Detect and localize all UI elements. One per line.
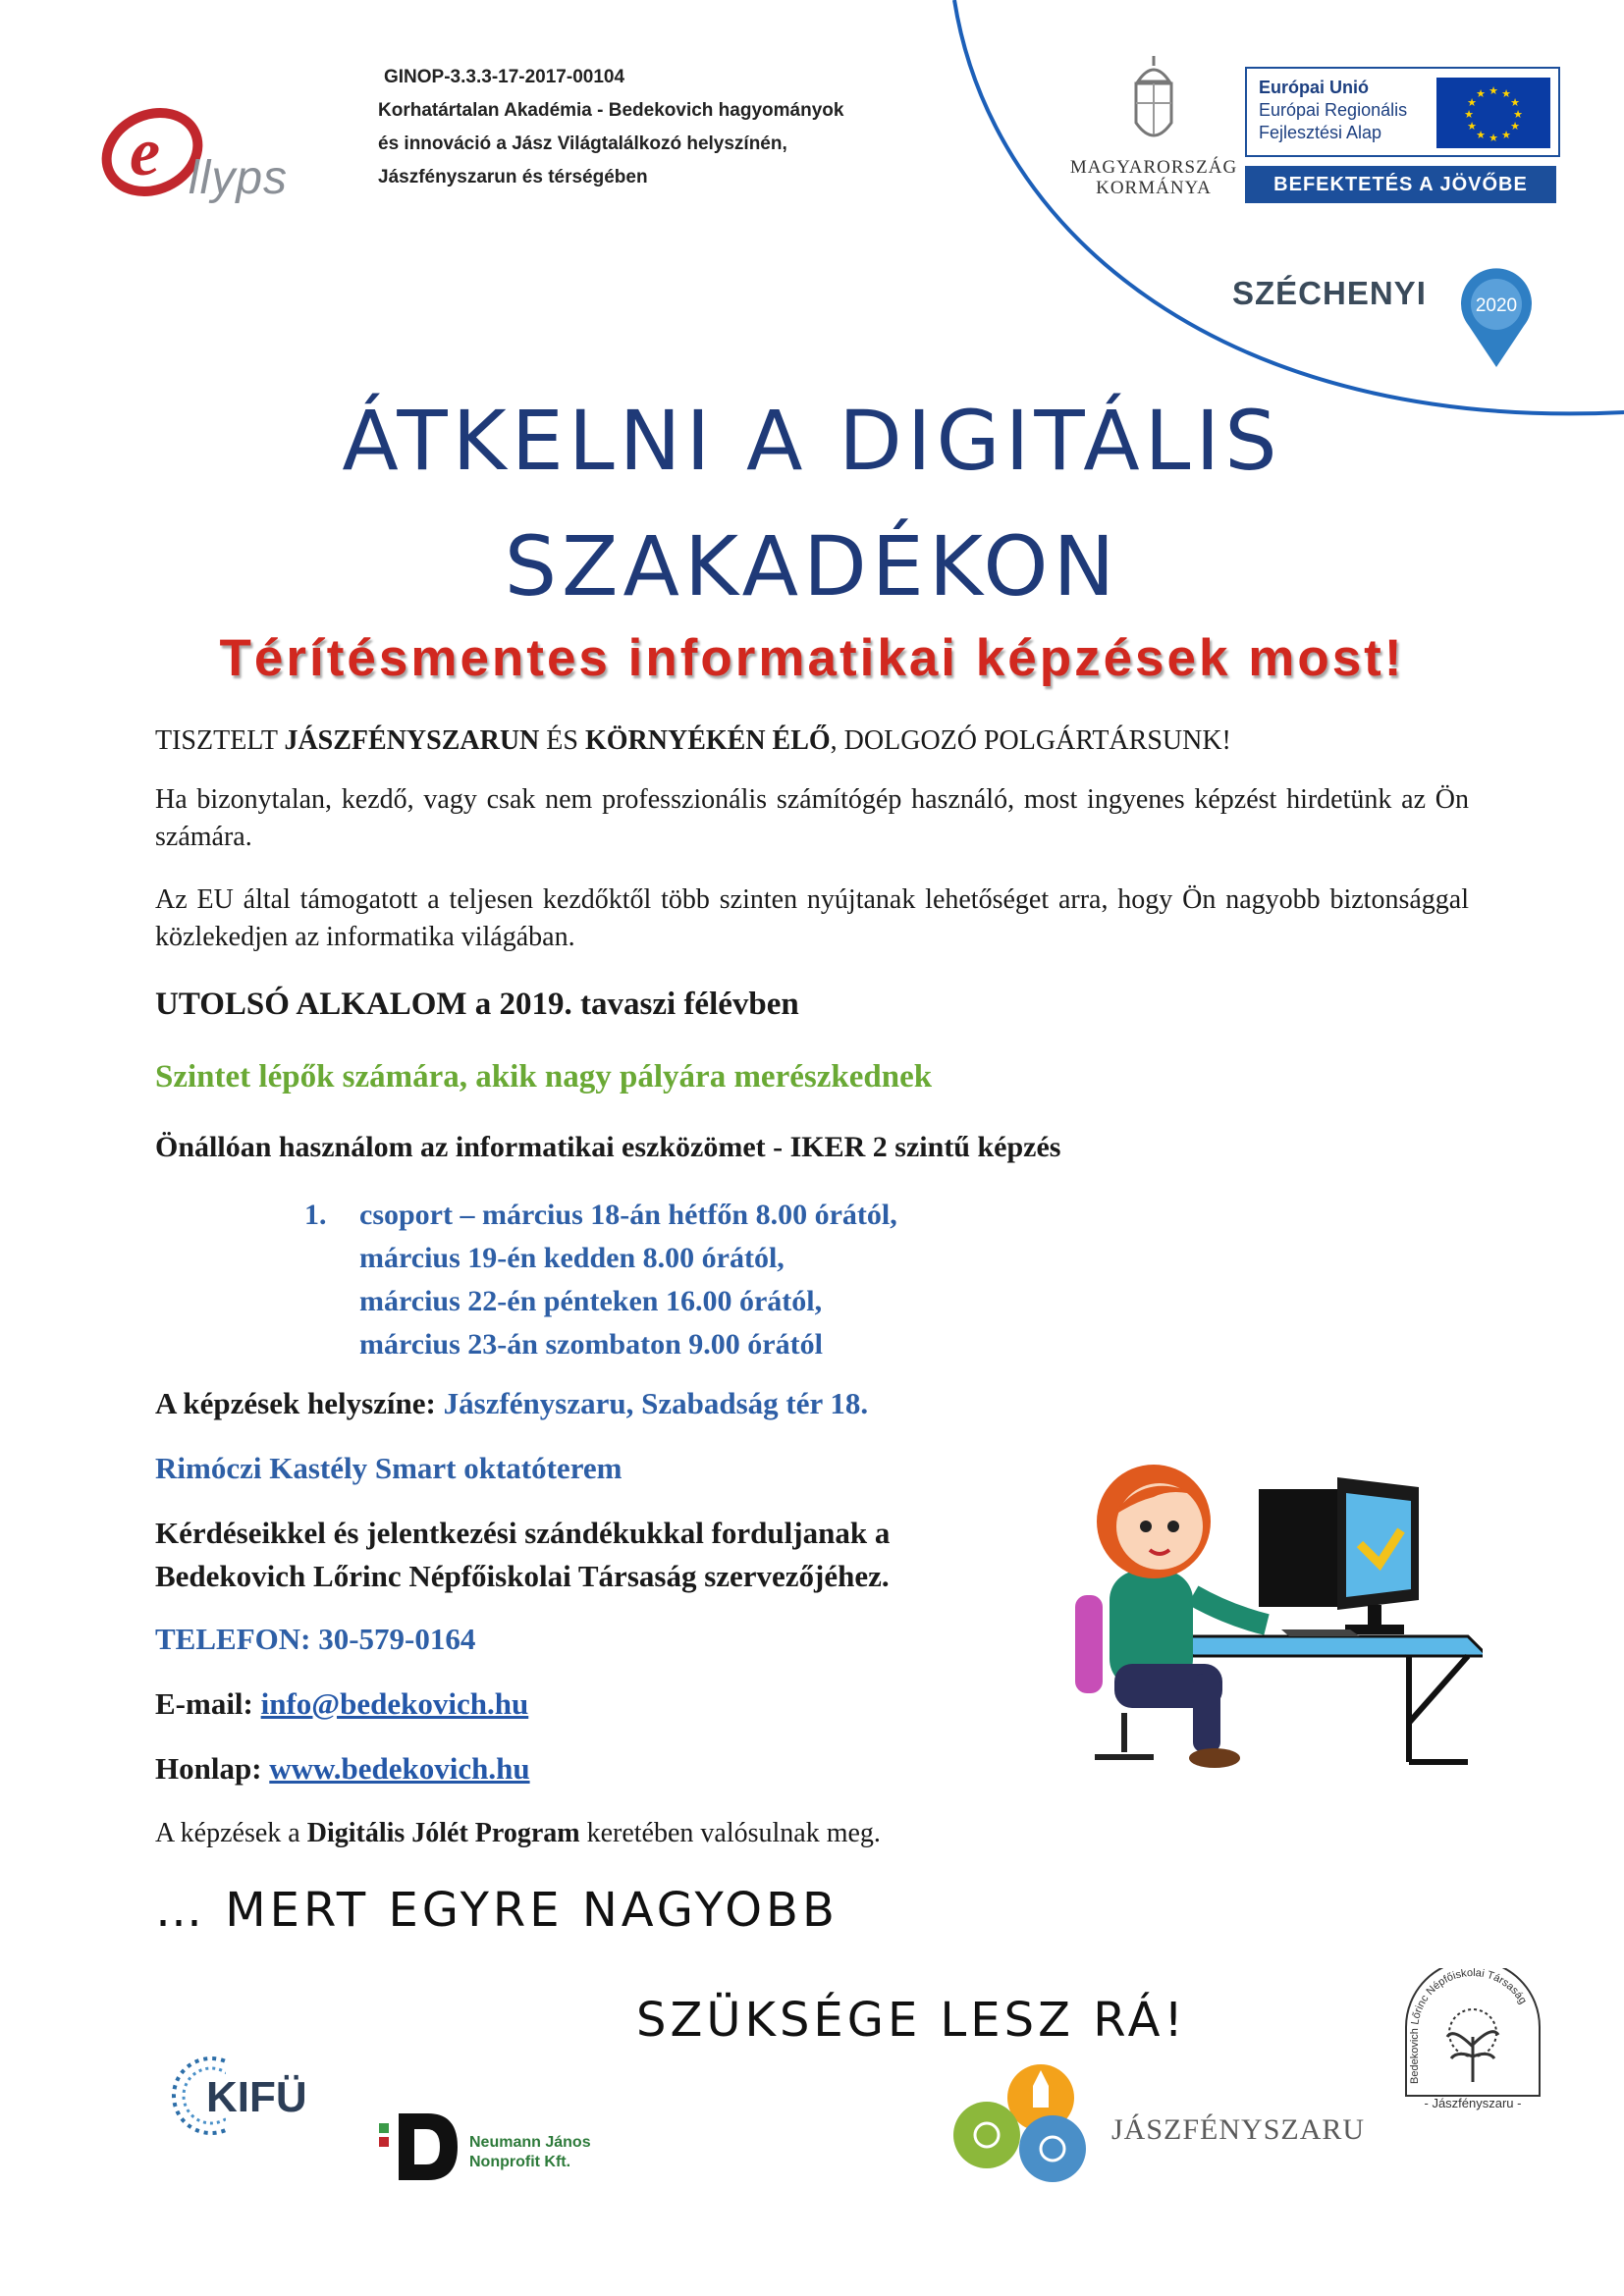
- contact-line: Bedekovich Lőrinc Népfőiskolai Társaság szervezőjéhez.: [155, 1559, 890, 1593]
- svg-text:★: ★: [1467, 120, 1477, 133]
- schedule-line: március 19-én kedden 8.00 órától,: [359, 1242, 785, 1274]
- svg-text:★: ★: [1489, 132, 1498, 144]
- schedule-number: 1.: [304, 1199, 327, 1231]
- schedule-line: csoport – március 18-án hétfőn 8.00 órától,: [359, 1199, 897, 1231]
- schedule-list: [304, 1194, 897, 1366]
- program-part: keretében valósulnak meg.: [579, 1818, 881, 1848]
- svg-text:★: ★: [1476, 129, 1486, 141]
- level-heading: Szintet lépők számára, akik nagy pályára merészkednek: [155, 1059, 933, 1095]
- contact-line: Kérdéseikkel és jelentkezési szándékukkal forduljanak a: [155, 1516, 891, 1550]
- eu-text: [1259, 77, 1407, 144]
- svg-text:★: ★: [1501, 87, 1511, 100]
- greeting: [155, 722, 1469, 760]
- location-label: A képzések helyszíne:: [155, 1386, 444, 1420]
- schedule-line: március 22-én pénteken 16.00 órától,: [359, 1285, 823, 1317]
- course-title: Önállóan használom az informatikai eszközömet - IKER 2 szintű képzés: [155, 1131, 1061, 1163]
- intro-paragraph: Ha bizonytalan, kezdő, vagy csak nem professzionális számítógép használó, most ingyenes képzést hirdetünk az Ön számára.: [155, 784, 1469, 852]
- neumann-logo: [373, 2106, 609, 2184]
- greeting-part: TISZTELT: [155, 725, 285, 756]
- main-title-line1: ÁTKELNI A DIGITÁLIS: [342, 393, 1282, 489]
- hungary-logo-line1: MAGYARORSZÁG: [1069, 157, 1238, 178]
- svg-text:Bedekovich Lőrinc Népfőiskolai: [1409, 1968, 1529, 2084]
- slogan-line1: … MERT EGYRE NAGYOBB: [155, 1883, 839, 1938]
- svg-text:e: e: [130, 115, 161, 190]
- greeting-part: , DOLGOZÓ POLGÁRTÁRSUNK!: [830, 725, 1231, 756]
- project-line: és innováció a Jász Világtalálkozó helyszínén,: [378, 133, 787, 154]
- phone-number: TELEFON: 30-579-0164: [155, 1622, 476, 1656]
- email-label: E-mail:: [155, 1686, 261, 1721]
- website-label: Honlap:: [155, 1751, 270, 1786]
- project-code: GINOP-3.3.3-17-2017-00104: [384, 67, 625, 87]
- slogan-line2: SZÜKSÉGE LESZ RÁ!: [636, 1993, 1187, 2048]
- hungary-logo-line2: KORMÁNYA: [1096, 178, 1212, 198]
- svg-text:★: ★: [1501, 129, 1511, 141]
- bedekovich-seal-caption: - Jászfényszaru -: [1424, 2096, 1522, 2110]
- jaszfenyszaru-circles-icon: [943, 2056, 1110, 2184]
- website-link[interactable]: www.bedekovich.hu: [269, 1751, 530, 1786]
- greeting-area: KÖRNYÉKÉN ÉLŐ: [584, 725, 831, 756]
- ellyps-wordmark: llyps: [189, 152, 289, 204]
- svg-text:★: ★: [1476, 87, 1486, 100]
- eu-flag-icon: [1436, 78, 1550, 148]
- ellyps-logo: [98, 98, 314, 206]
- hungary-government-logo: [1065, 54, 1242, 198]
- schedule-line: március 23-án szombaton 9.00 órától: [359, 1328, 823, 1361]
- greeting-part: ÉS: [539, 725, 585, 756]
- svg-text:★: ★: [1510, 120, 1520, 133]
- last-chance-heading: UTOLSÓ ALKALOM a 2019. tavaszi félévben: [155, 987, 799, 1022]
- bedekovich-seal: [1394, 1968, 1551, 2125]
- coat-of-arms-icon: [1124, 54, 1183, 152]
- program-name: Digitális Jólét Program: [306, 1818, 580, 1848]
- svg-text:★: ★: [1513, 108, 1523, 121]
- program-note: [155, 1812, 881, 1855]
- neumann-d-icon: [373, 2106, 461, 2184]
- jaszfenyszaru-text: JÁSZFÉNYSZARU: [1111, 2113, 1366, 2146]
- eu-line2: Európai Regionális: [1259, 100, 1408, 120]
- eu-line1: Európai Unió: [1259, 78, 1369, 97]
- svg-text:★: ★: [1464, 108, 1474, 121]
- eu-banner: BEFEKTETÉS A JÖVŐBE: [1245, 166, 1556, 203]
- room-name: Rimóczi Kastély Smart oktatóterem: [155, 1451, 623, 1485]
- project-line: Jászfényszarun és térségében: [378, 167, 648, 187]
- email-link[interactable]: info@bedekovich.hu: [260, 1686, 529, 1721]
- svg-text:★: ★: [1489, 84, 1498, 97]
- subtitle: Térítésmentes informatikai képzések most!: [219, 629, 1405, 687]
- location-value: Jászfényszaru, Szabadság tér 18.: [443, 1386, 869, 1420]
- bedekovich-seal-ring-text: Bedekovich Lőrinc Népfőiskolai Társaság: [1409, 1968, 1529, 2084]
- program-part: A képzések a: [155, 1818, 307, 1848]
- szechenyi-logo: SZÉCHENYI: [1232, 275, 1427, 311]
- kifu-logo: [167, 2052, 334, 2169]
- woman-at-computer-illustration: [1056, 1428, 1483, 1782]
- contact-instructions: [155, 1512, 890, 1598]
- schedule-item: [304, 1194, 897, 1237]
- szechenyi-pin-icon: [1457, 265, 1536, 371]
- eu-paragraph: Az EU által támogatott a teljesen kezdőktől több szinten nyújtanak lehetőséget arra, hogy Ön nagyobb biztonsággal közlekedjen az informatika világában.: [155, 884, 1469, 952]
- website-row: [155, 1747, 530, 1790]
- eu-logo-box: [1245, 67, 1560, 157]
- eu-line3: Fejlesztési Alap: [1259, 123, 1382, 142]
- project-info: [378, 61, 843, 194]
- svg-text:★: ★: [1510, 96, 1520, 109]
- greeting-town: JÁSZFÉNYSZARUN: [284, 725, 540, 756]
- email-row: [155, 1682, 528, 1726]
- svg-text:★: ★: [1467, 96, 1477, 109]
- main-title-line2: SZAKADÉKON: [504, 518, 1120, 614]
- neumann-line2: Nonprofit Kft.: [469, 2154, 571, 2170]
- szechenyi-year: 2020: [1475, 295, 1518, 316]
- neumann-line1: Neumann János: [469, 2134, 591, 2151]
- kifu-text: KIFÜ: [206, 2073, 307, 2121]
- project-line: Korhatártalan Akadémia - Bedekovich hagyományok: [378, 100, 844, 121]
- location: [155, 1382, 868, 1425]
- neumann-text: [469, 2133, 591, 2172]
